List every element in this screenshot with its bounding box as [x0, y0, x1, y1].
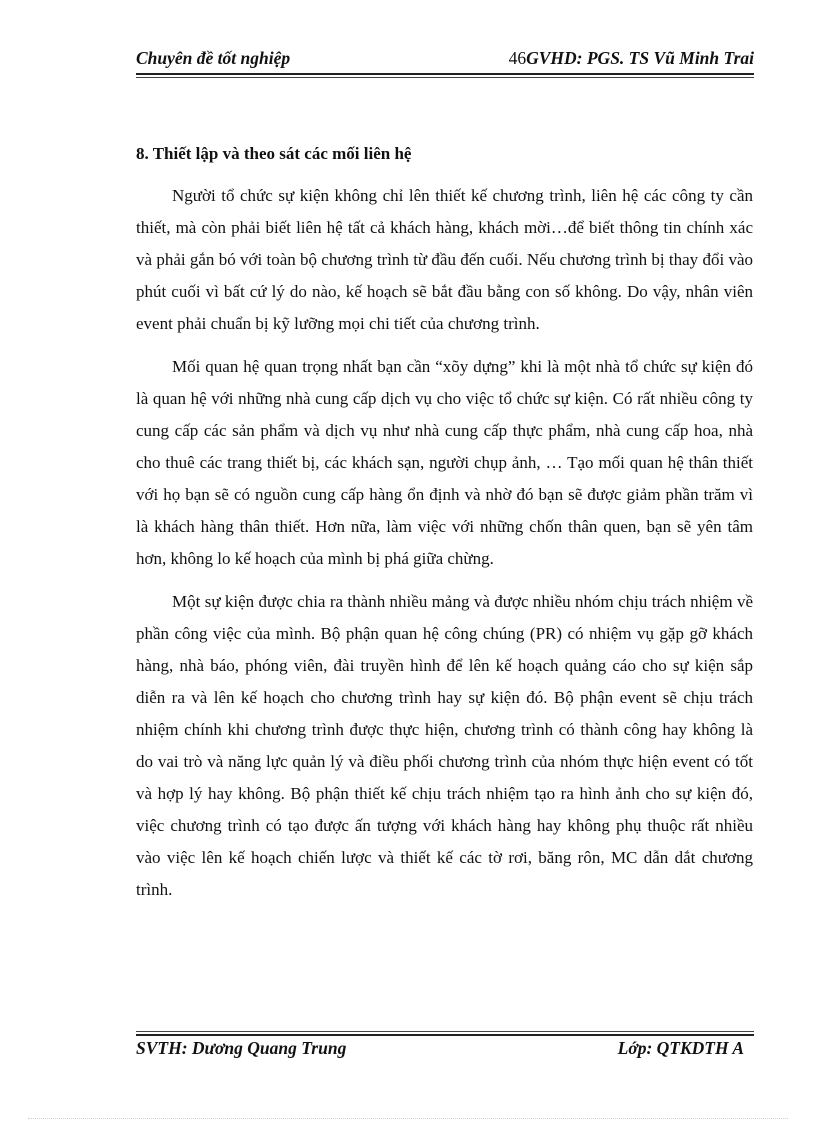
document-title: Chuyên đề tốt nghiệp [136, 48, 291, 68]
page-number: 46 [508, 48, 527, 68]
paragraph-1: Người tổ chức sự kiện không chỉ lên thiết kế chương trình, liên hệ các công ty cần thiết, mà còn phải biết liên hệ tất cả khách hàng, khách mời…để biết thông tin chính xác và phải gắn bó với toàn bộ chương trình từ đầu đến cuối. Nếu chương trình bị thay đổi vào phút cuối vì bất cứ lý do nào, kế hoạch sẽ bắt đầu bằng con số không. Do vậy, nhân viên event phải chuẩn bị kỹ lưỡng mọi chi tiết của chương trình. [136, 186, 753, 333]
header-rule-thick [136, 73, 754, 75]
advisor-name: GVHD: PGS. TS Vũ Minh Trai [526, 48, 754, 68]
header-right [509, 48, 754, 69]
footer-rule-thick [136, 1034, 754, 1036]
paragraph-2: Mối quan hệ quan trọng nhất bạn cần “xõy dựng” khi là một nhà tổ chức sự kiện đó là quan hệ với những nhà cung cấp dịch vụ cho việc tổ chức sự kiện. Có rất nhiều công ty cung cấp các sản phẩm và dịch vụ như nhà cung cấp thực phẩm, nhà cung cấp hoa, nhà cho thuê các trang thiết bị, các khách sạn, người chụp ảnh, … Tạo mối quan hệ thân thiết với họ bạn sẽ có nguồn cung cấp hàng ổn định và nhờ đó bạn sẽ được giảm phần trăm vì là khách hàng thân thiết. Hơn nữa, làm việc với những chốn thân quen, bạn sẽ yên tâm hơn, không lo kế hoạch của mình bị phá giữa chừng. [136, 357, 753, 568]
header-rule-thin [136, 77, 754, 78]
body-text [136, 180, 753, 917]
paragraph-3: Một sự kiện được chia ra thành nhiều mảng và được nhiều nhóm chịu trách nhiệm về phần công việc của mình. Bộ phận quan hệ công chúng (PR) có nhiệm vụ gặp gỡ khách hàng, nhà báo, phóng viên, đài truyền hình để lên kế hoạch quảng cáo cho sự kiện sắp diễn ra và lên kế hoạch cho chương trình hay sự kiện đó. Bộ phận event sẽ chịu trách nhiệm chính khi chương trình được thực hiện, chương trình có thành công hay không là do vai trò và năng lực quản lý và điều phối chương trình của nhóm thực hiện event có tốt và hợp lý hay không. Bộ phận thiết kế chịu trách nhiệm tạo ra hình ảnh cho sự kiện đó, việc chương trình có tạo được ấn tượng với khách hàng hay không phụ thuộc rất nhiều vào việc lên kế hoạch chiến lược và thiết kế các tờ rơi, băng rôn, MC dẫn dắt chương trình. [136, 592, 753, 899]
footer-rule-thin [136, 1031, 754, 1032]
student-name: SVTH: Dương Quang Trung [136, 1038, 347, 1058]
page-header [136, 48, 754, 72]
page-bottom-dotted-line [28, 1118, 788, 1119]
class-name: Lớp: QTKDTH A [617, 1038, 744, 1058]
page-footer [136, 1038, 754, 1062]
section-heading: 8. Thiết lập và theo sát các mối liên hệ [136, 144, 412, 163]
